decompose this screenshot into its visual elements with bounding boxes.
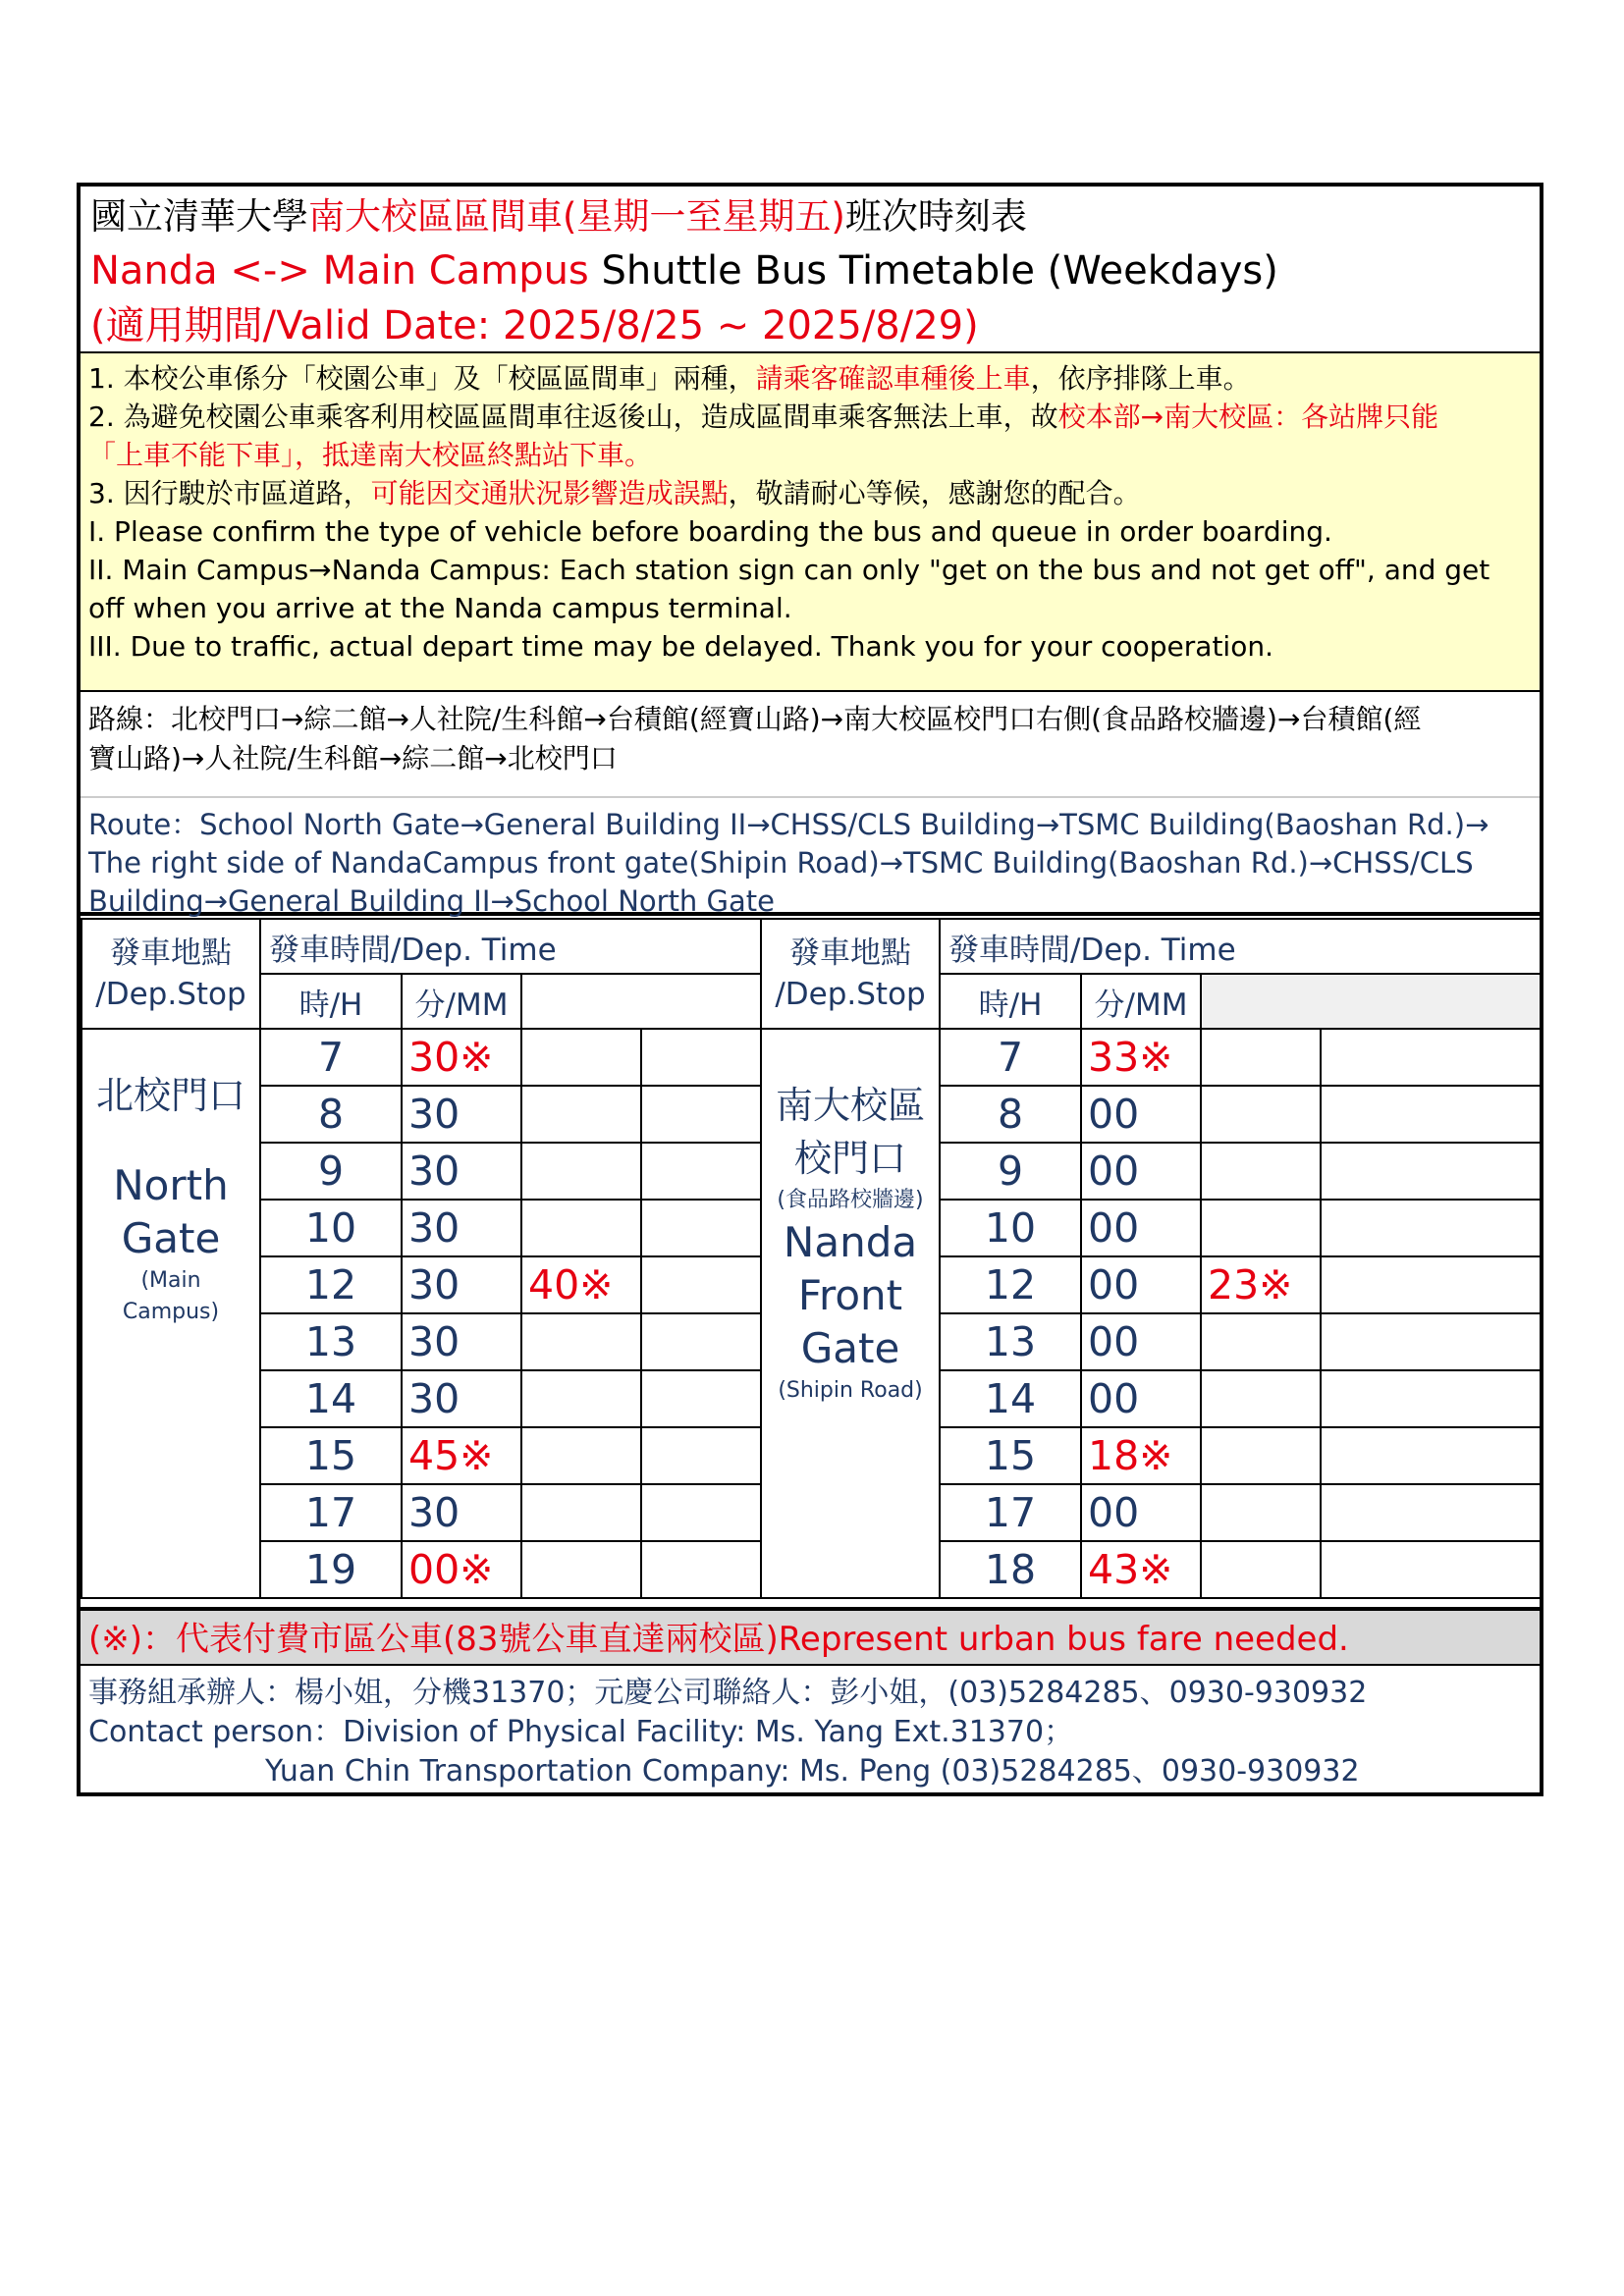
left-minute-cell	[521, 1200, 641, 1256]
right-stop-sm-text: (Shipin Road)	[778, 1378, 923, 1403]
left-minute-cell-empty	[641, 1086, 761, 1143]
left-minute-cell	[521, 1541, 641, 1598]
route-en-line-2: The right side of NandaCampus front gate(Shipin Road)→TSMC Building(Baoshan Rd.)→CHSS/CLS	[88, 846, 1474, 880]
left-minute-cell	[521, 1313, 641, 1370]
right-stop-en-text: Gate	[800, 1324, 900, 1372]
timetable-document	[77, 183, 1543, 1796]
left-stop-en-text: North	[113, 1161, 229, 1209]
contact-block	[81, 1666, 1540, 1793]
left-minute-cell: 30	[402, 1370, 521, 1427]
right-minute-cell-empty	[1321, 1200, 1541, 1256]
left-minute-cell-empty	[641, 1541, 761, 1598]
right-stop-cell	[761, 1029, 940, 1598]
right-hour-cell: 18	[940, 1541, 1081, 1598]
left-stop-sm-text: (Main	[140, 1268, 201, 1293]
left-minute-cell	[521, 1143, 641, 1200]
right-stop-zh-text: 南大校區	[776, 1084, 926, 1127]
left-minute-cell-empty	[641, 1313, 761, 1370]
right-minute-cell: 00	[1081, 1086, 1201, 1143]
route-en-line-3: Building→General Building II→School North Gate	[88, 884, 775, 918]
left-minute-cell	[521, 1086, 641, 1143]
right-minute-cell-empty	[1321, 1427, 1541, 1484]
right-hour-cell: 12	[940, 1256, 1081, 1313]
left-stop-sm-text: Campus)	[122, 1300, 220, 1324]
right-minute-cell: 00	[1081, 1370, 1201, 1427]
valid-date: (適用期間/Valid Date: 2025/8/25 ~ 2025/8/29)	[90, 303, 979, 348]
left-hour-cell: 13	[260, 1313, 402, 1370]
right-minute-cell-empty	[1321, 1086, 1541, 1143]
left-minute-cell: 30	[402, 1313, 521, 1370]
left-hour-cell: 8	[260, 1086, 402, 1143]
stop-header-en: /Dep.Stop	[775, 977, 926, 1012]
title-zh	[90, 190, 1530, 243]
stop-header-zh: 發車地點	[789, 935, 912, 971]
notice-en-2-cont: off when you arrive at the Nanda campus terminal.	[88, 592, 792, 624]
route-en-line-1: Route：School North Gate→General Building II→CHSS/CLS Building→TSMC Building(Baoshan Rd.)→	[88, 808, 1489, 841]
right-minute-cell	[1201, 1484, 1321, 1541]
right-minute-cell: 00	[1081, 1256, 1201, 1313]
left-hour-cell: 9	[260, 1143, 402, 1200]
route-zh-line-1: 路線：北校門口→綜二館→人社院/生科館→台積館(經寶山路)→南大校區校門口右側(食品路校牆邊)→台積館(經	[88, 703, 1422, 735]
right-minute-header: 分/MM	[1081, 974, 1201, 1029]
notice-3-text: 3. 因行駛於市區道路，	[88, 477, 371, 509]
right-stop-zh-text: 校門口	[794, 1137, 907, 1180]
right-stop-header	[761, 919, 940, 1029]
left-hour-header: 時/H	[260, 974, 402, 1029]
right-minute-cell	[1201, 1143, 1321, 1200]
right-minute-cell-empty	[1321, 1313, 1541, 1370]
left-stop-en-text: Gate	[121, 1214, 221, 1262]
right-minute-cell: 00	[1081, 1143, 1201, 1200]
notice-3-tail: ，敬請耐心等候，感謝您的配合。	[728, 477, 1141, 509]
left-hour-cell: 12	[260, 1256, 402, 1313]
right-minute-cell	[1201, 1086, 1321, 1143]
left-minute-cell: 45※	[402, 1427, 521, 1484]
title-en-rest: Shuttle Bus Timetable (Weekdays)	[588, 248, 1278, 294]
left-minute-cell: 30	[402, 1484, 521, 1541]
left-minute-cell-empty	[641, 1256, 761, 1313]
right-stop-en-text: Front	[797, 1271, 903, 1319]
notice-2-cont: 「上車不能下車」，抵達南大校區終點站下車。	[88, 439, 653, 471]
left-minute-cell	[521, 1029, 641, 1086]
right-hour-cell: 14	[940, 1370, 1081, 1427]
left-hour-cell: 10	[260, 1200, 402, 1256]
left-hour-cell: 15	[260, 1427, 402, 1484]
right-minute-cell-empty	[1321, 1541, 1541, 1598]
right-minute-cell: 18※	[1081, 1427, 1201, 1484]
right-minute-cell-empty	[1321, 1029, 1541, 1086]
left-minute-cell-empty	[641, 1427, 761, 1484]
right-minute-cell	[1201, 1313, 1321, 1370]
title-zh-prefix: 國立清華大學	[90, 195, 308, 238]
right-hour-cell: 15	[940, 1427, 1081, 1484]
notice-2-highlight: 校本部→南大校區：各站牌只能	[1057, 400, 1439, 433]
right-minute-cell-empty	[1321, 1484, 1541, 1541]
left-stop-cell	[81, 1029, 260, 1598]
notice-en-2: II. Main Campus→Nanda Campus: Each station sign can only "get on the bus and not get off", and get	[88, 554, 1490, 586]
right-minute-cell: 00	[1081, 1313, 1201, 1370]
left-minute-cell-empty	[641, 1200, 761, 1256]
right-minute-extra-header	[1201, 974, 1541, 1029]
right-hour-cell: 13	[940, 1313, 1081, 1370]
right-minute-cell	[1201, 1541, 1321, 1598]
notice-1	[88, 359, 1532, 398]
left-minute-cell	[521, 1484, 641, 1541]
route-zh-line-2: 寶山路)→人社院/生科館→綜二館→北校門口	[88, 742, 618, 774]
left-minute-cell: 30	[402, 1143, 521, 1200]
footnote: (※)：代表付費市區公車(83號公車直達兩校區)Represent urban bus fare needed.	[81, 1607, 1540, 1666]
right-minute-cell: 23※	[1201, 1256, 1321, 1313]
right-stop-sm-text: (食品路校牆邊)	[777, 1188, 924, 1212]
left-minute-cell: 00※	[402, 1541, 521, 1598]
left-minute-cell-empty	[641, 1143, 761, 1200]
notice-1-text: 1. 本校公車係分「校園公車」及「校區區間車」兩種，	[88, 362, 756, 395]
right-hour-cell: 7	[940, 1029, 1081, 1086]
left-minute-header: 分/MM	[402, 974, 521, 1029]
right-minute-cell-empty	[1321, 1256, 1541, 1313]
right-minute-cell	[1201, 1370, 1321, 1427]
right-minute-cell: 33※	[1081, 1029, 1201, 1086]
right-minute-cell	[1201, 1427, 1321, 1484]
notice-1-tail: ，依序排隊上車。	[1030, 362, 1251, 395]
stop-header-zh: 發車地點	[110, 935, 232, 971]
contact-en-2: Yuan Chin Transportation Company: Ms. Peng (03)5284285、0930-930932	[265, 1754, 1360, 1789]
route-zh	[81, 692, 1540, 798]
left-dep-time-header: 發車時間/Dep. Time	[260, 919, 761, 974]
stop-header-en: /Dep.Stop	[95, 977, 246, 1012]
left-hour-cell: 17	[260, 1484, 402, 1541]
notice-2	[88, 398, 1532, 436]
left-minute-cell-empty	[641, 1484, 761, 1541]
right-minute-cell: 00	[1081, 1200, 1201, 1256]
left-minute-cell-empty	[641, 1029, 761, 1086]
route-en	[81, 798, 1540, 916]
left-minute-cell: 30	[402, 1256, 521, 1313]
title-zh-suffix: 班次時刻表	[844, 195, 1027, 238]
right-stop-en-text: Nanda	[783, 1218, 918, 1266]
title-en	[90, 243, 1530, 299]
notice-block	[81, 353, 1540, 692]
right-minute-cell	[1201, 1200, 1321, 1256]
left-minute-cell: 30	[402, 1086, 521, 1143]
notice-en-1: I. Please confirm the type of vehicle before boarding the bus and queue in order boarding.	[88, 515, 1332, 548]
title-zh-highlight: 南大校區區間車(星期一至星期五)	[308, 195, 845, 238]
left-minute-cell: 30※	[402, 1029, 521, 1086]
right-minute-cell: 43※	[1081, 1541, 1201, 1598]
left-stop-header	[81, 919, 260, 1029]
title-en-highlight: Nanda <-> Main Campus	[90, 248, 589, 294]
left-minute-cell	[521, 1370, 641, 1427]
right-minute-cell-empty	[1321, 1143, 1541, 1200]
right-dep-time-header: 發車時間/Dep. Time	[940, 919, 1541, 974]
left-minute-cell	[521, 1427, 641, 1484]
left-minute-cell: 40※	[521, 1256, 641, 1313]
left-minute-extra-header	[521, 974, 761, 1029]
left-hour-cell: 7	[260, 1029, 402, 1086]
left-stop-zh-text: 北校門口	[95, 1074, 245, 1117]
left-minute-cell-empty	[641, 1370, 761, 1427]
notice-en-3: III. Due to traffic, actual depart time may be delayed. Thank you for your cooperation.	[88, 630, 1273, 663]
left-hour-cell: 14	[260, 1370, 402, 1427]
timetable	[81, 918, 1542, 1599]
right-minute-cell: 00	[1081, 1484, 1201, 1541]
spacer	[82, 1122, 259, 1159]
right-hour-cell: 8	[940, 1086, 1081, 1143]
right-minute-cell-empty	[1321, 1370, 1541, 1427]
contact-zh: 事務組承辦人：楊小姐，分機31370；元慶公司聯絡人：彭小姐，(03)5284285、0930-930932	[88, 1676, 1368, 1710]
right-hour-header: 時/H	[940, 974, 1081, 1029]
right-hour-cell: 9	[940, 1143, 1081, 1200]
notice-2-text: 2. 為避免校園公車乘客利用校區區間車往返後山，造成區間車乘客無法上車，故	[88, 400, 1058, 433]
contact-en-1: Contact person：Division of Physical Facility: Ms. Yang Ext.31370；	[88, 1715, 1074, 1749]
notice-1-highlight: 請乘客確認車種後上車	[755, 362, 1031, 395]
table-row	[81, 1029, 1541, 1086]
right-hour-cell: 10	[940, 1200, 1081, 1256]
right-hour-cell: 17	[940, 1484, 1081, 1541]
title-block	[81, 187, 1540, 353]
left-minute-cell: 30	[402, 1200, 521, 1256]
timetable-body	[81, 1029, 1541, 1598]
notice-3-highlight: 可能因交通狀況影響造成誤點	[370, 477, 729, 509]
right-minute-cell	[1201, 1029, 1321, 1086]
notice-3	[88, 474, 1532, 512]
left-hour-cell: 19	[260, 1541, 402, 1598]
